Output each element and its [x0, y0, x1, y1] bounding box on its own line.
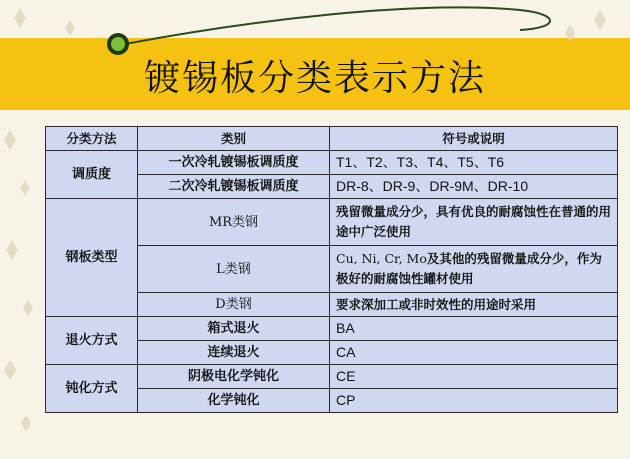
category-cell: 二次冷轧镀锡板调质度: [138, 175, 330, 199]
category-cell: MR类钢: [138, 199, 330, 246]
description-cell: DR-8、DR-9、DR-9M、DR-10: [330, 175, 618, 199]
description-cell: CP: [330, 389, 618, 413]
method-cell: 退火方式: [46, 317, 138, 365]
description-cell: 残留微量成分少，具有优良的耐腐蚀性在普通的用途中广泛使用: [330, 199, 618, 246]
table-row: [46, 365, 618, 389]
header-method: 分类方法: [46, 127, 138, 151]
category-cell: L类钢: [138, 246, 330, 293]
category-cell: 连续退火: [138, 341, 330, 365]
table-header-row: [46, 127, 618, 151]
category-cell: D类钢: [138, 293, 330, 317]
classification-table: [45, 126, 618, 413]
description-cell: BA: [330, 317, 618, 341]
description-cell: CA: [330, 341, 618, 365]
category-cell: 化学钝化: [138, 389, 330, 413]
method-cell: 调质度: [46, 151, 138, 199]
method-cell: 钢板类型: [46, 199, 138, 317]
description-rest: 及其他的残留微量成分少，作为极好的耐腐蚀性罐材使用: [336, 251, 602, 286]
slide-title: 镀锡板分类表示方法: [143, 58, 486, 99]
header-category: 类别: [138, 127, 330, 151]
description-cell: [330, 246, 618, 293]
category-cell: 阴极电化学钝化: [138, 365, 330, 389]
description-cell: T1、T2、T3、T4、T5、T6: [330, 151, 618, 175]
description-cell: CE: [330, 365, 618, 389]
table-row: [46, 199, 618, 246]
description-lead: Cu, Ni, Cr, Mo: [336, 251, 427, 266]
category-cell: 一次冷轧镀锡板调质度: [138, 151, 330, 175]
classification-table-container: [45, 126, 617, 413]
description-cell: 要求深加工或非时效性的用途时采用: [330, 293, 618, 317]
header-description: 符号或说明: [330, 127, 618, 151]
category-cell: 箱式退火: [138, 317, 330, 341]
method-cell: 钝化方式: [46, 365, 138, 413]
table-row: [46, 151, 618, 175]
table-row: [46, 317, 618, 341]
